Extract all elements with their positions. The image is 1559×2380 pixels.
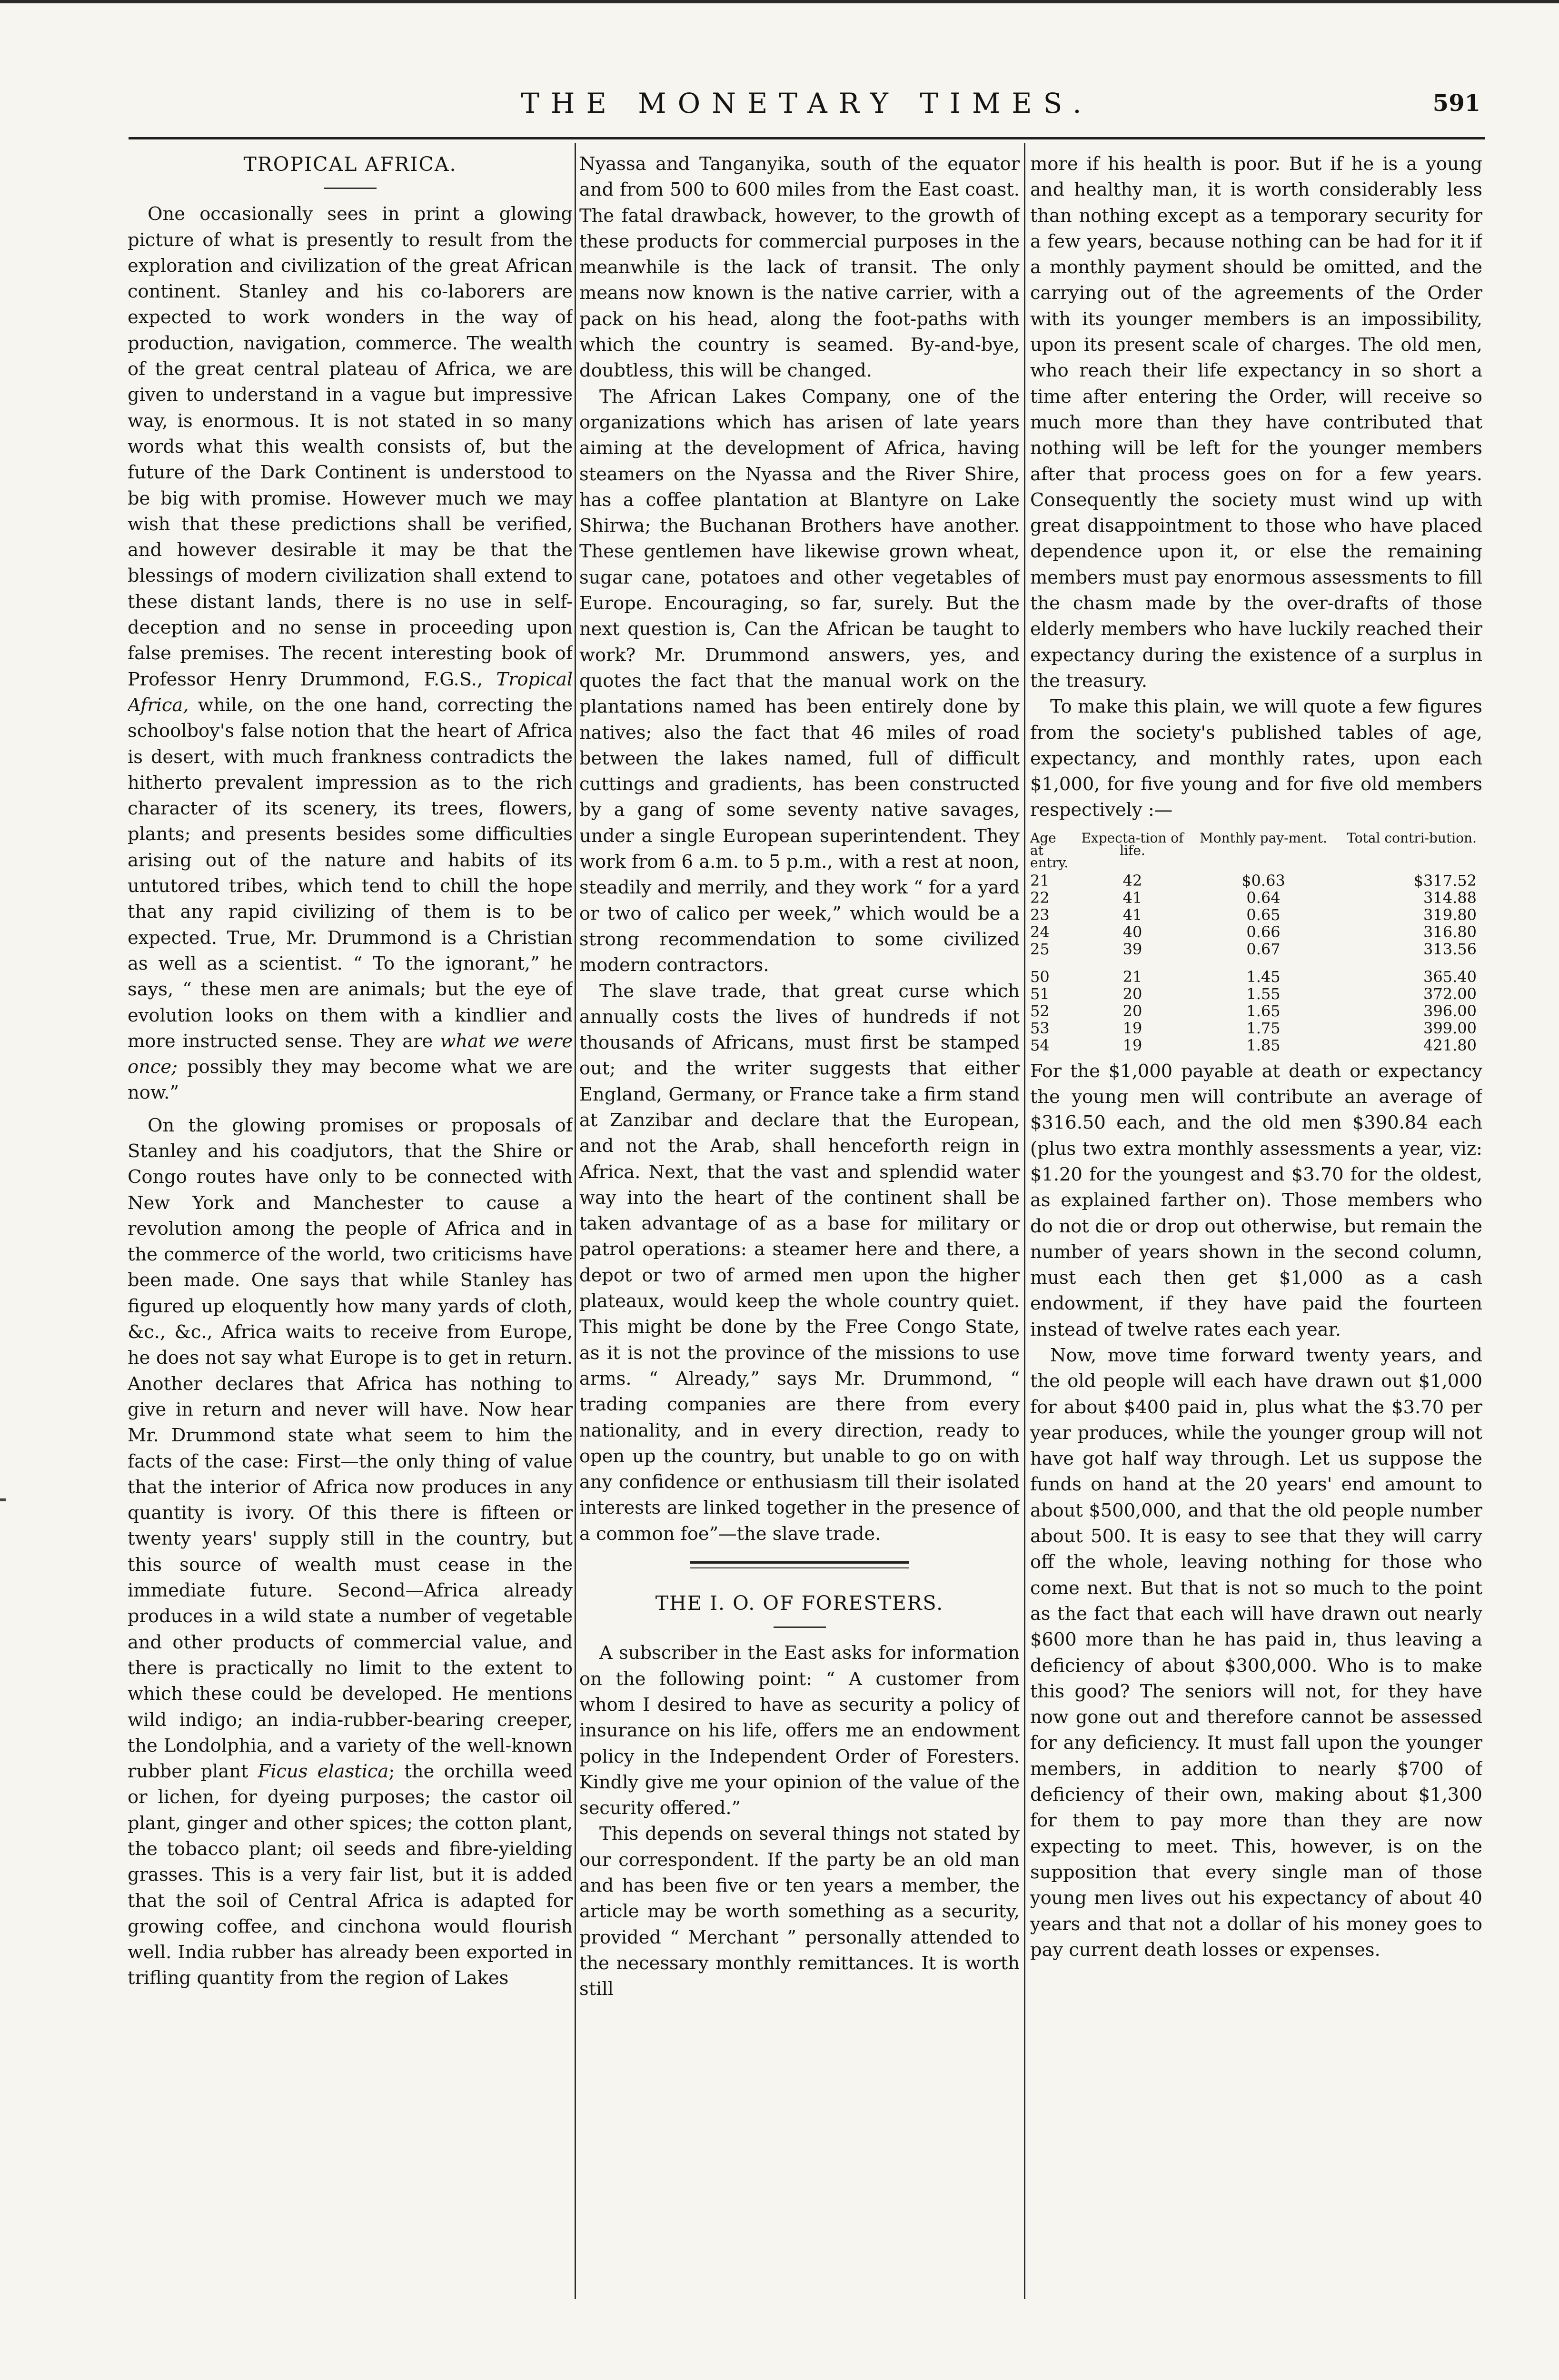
table-row [1030, 872, 1482, 889]
table-row [1030, 941, 1482, 958]
table-header-row [1030, 829, 1482, 872]
table-cell: 20 [1122, 984, 1142, 1003]
article-paragraph [128, 201, 573, 1106]
article-paragraph: This depends on several things not stated by our correspondent. If the party be an old man and has been five or ten years a member, the article may be worth something as a security, provided “ Merchant ” personally attended to the necessary monthly remittances. It is worth still [579, 1823, 1020, 2000]
publication-title: THE MONETARY TIMES. [521, 87, 1093, 119]
table-cell: 20 [1122, 1002, 1142, 1020]
column-2 [579, 151, 1020, 2303]
table-cell: 22 [1030, 888, 1050, 907]
column-1 [128, 151, 573, 2303]
table-cell: 316.80 [1423, 922, 1477, 941]
table-cell: 0.64 [1246, 888, 1281, 907]
article-heading: TROPICAL AFRICA. [243, 153, 457, 176]
margin-mark [0, 1498, 6, 1501]
section-rule [690, 1567, 909, 1568]
table-row [1030, 1002, 1482, 1020]
rates-table [1030, 829, 1482, 1054]
article-paragraph: Nyassa and Tanganyika, south of the equator and from 500 to 600 miles from the East coast. The fatal drawback, however, to the growth of these products for commercial purposes in the meanwhile is the lack of transit. The only means now known is the native carrier, with a pack on his head, along the foot-paths with which the country is seamed. By-and-bye, doubtless, this will be changed. [579, 153, 1020, 382]
table-body [1030, 872, 1482, 1054]
paragraph-text: possibly they may become what we are now.” [128, 1056, 573, 1104]
table-cell: 52 [1030, 1002, 1050, 1020]
book-title: Tropical Africa, [128, 668, 573, 716]
table-row [1030, 968, 1482, 985]
table-cell: 39 [1122, 940, 1142, 958]
article-paragraph: A subscriber in the East asks for information on the following point: “ A customer from whom I desired to have as security a policy of insurance on his life, offers me an endowment policy in the Independent Order of Foresters. Kindly give me your opinion of the value of the security offered.” [579, 1642, 1020, 1819]
article-paragraph [128, 1113, 573, 1992]
table-cell: $317.52 [1413, 871, 1477, 890]
table-cell: 313.56 [1423, 940, 1477, 958]
table-cell: 399.00 [1423, 1019, 1477, 1037]
table-group-gap [1030, 958, 1482, 968]
table-cell: 421.80 [1423, 1036, 1477, 1054]
table-cell: 24 [1030, 922, 1050, 941]
table-row [1030, 923, 1482, 941]
table-cell: 21 [1122, 967, 1142, 986]
table-cell: 396.00 [1423, 1002, 1477, 1020]
page-number: 591 [1432, 90, 1480, 117]
table-cell: 314.88 [1423, 888, 1477, 907]
paragraph-text: ; the orchilla weed or lichen, for dyeing purposes; the castor oil plant, ginger and other spices; the cotton plant, the tobacco plant; oil seeds and fibre-yielding grasses. This is a very fair list, but it is added that the soil of Central Africa is adapted for growing coffee, and cinchona would flourish well. India rubber has already been exported in trifling quantity from the region of Lakes [128, 1761, 573, 1989]
table-cell: 365.40 [1423, 967, 1477, 986]
table-cell: 23 [1030, 905, 1050, 924]
table-cell: 1.85 [1246, 1036, 1281, 1054]
article-heading: THE I. O. OF FORESTERS. [655, 1592, 944, 1615]
plant-name: Ficus elastica [258, 1761, 389, 1783]
header-rule [129, 137, 1485, 139]
table-cell: 50 [1030, 967, 1050, 986]
column-header: Age at entry. [1030, 830, 1069, 871]
column-header: Total contri-bution. [1347, 830, 1477, 846]
table-cell: 21 [1030, 871, 1050, 890]
table-cell: 42 [1122, 871, 1142, 890]
table-cell: 41 [1122, 888, 1142, 907]
table-row [1030, 889, 1482, 906]
masthead [129, 82, 1485, 129]
table-cell: 1.55 [1246, 984, 1281, 1003]
table-cell: 54 [1030, 1036, 1050, 1054]
column-header: Monthly pay-ment. [1200, 830, 1327, 846]
paragraph-text: while, on the one hand, correcting the schoolboy's false notion that the heart of Africa is desert, with much frankness contradicts the hitherto prevalent impression as to the rich character of its scenery, its trees, flowers, plants; and presents besides some difficulties arising out of the nature and habits of its untutored tribes, which tend to chill the hope that any rapid civilizing of them is to be expected. True, Mr. Drummond is a Christian as well as a scientist. “ To the ignorant,” he says, “ these men are animals; but the eye of evolution looks on them with a kindlier and more instructed sense. They are [128, 694, 573, 1052]
paragraph-text: One occasionally sees in print a glowing picture of what is presently to result from the exploration and civilization of the great African continent. Stanley and his co-laborers are expected to work wonders in the way of production, navigation, commerce. The wealth of the great central plateau of Africa, we are given to understand in a vague but impressive way, is enormous. It is not stated in so many words what this wealth consists of, but the future of the Dark Continent is understood to be big with promise. However much we may wish that these predictions shall be verified, and however desirable it may be that the blessings of modern civilization shall extend to these distant lands, there is no use in self-deception and no sense in proceeding upon false premises. The recent interesting book of Professor Henry Drummond, F.G.S., [128, 203, 573, 690]
column-divider [575, 143, 576, 2299]
heading-dash [774, 1626, 826, 1628]
table-row [1030, 985, 1482, 1002]
column-header: Expecta-tion of life. [1081, 830, 1184, 858]
table-cell: 19 [1122, 1019, 1142, 1037]
table-cell: 1.45 [1246, 967, 1281, 986]
table-cell: 40 [1122, 922, 1142, 941]
table-cell: 51 [1030, 984, 1050, 1003]
table-cell: 53 [1030, 1019, 1050, 1037]
table-cell: 0.67 [1246, 940, 1281, 958]
article-paragraph: Now, move time forward twenty years, and the old people will each have drawn out $1,000 for about $400 paid in, plus what the $3.70 per year produces, while the younger group will not have got half way through. Let us suppose the funds on hand at the 20 years' end amount to about $500,000, and that the old people number about 500. It is easy to see that they will carry off the whole, leaving nothing for those who come next. But that is not so much to the point as the fact that each will have drawn out nearly $600 more than he has paid in, thus leaving a deficiency of about $300,000. Who is to make this good? The seniors will not, for they have now gone out and therefore cannot be assessed for any deficiency. It must fall upon the younger members, in addition to nearly $700 of deficiency of their own, making about $1,300 for them to pay more than they are now expecting to meet. This, however, is on the supposition that every single man of those young men lives out his expectancy of about 40 years and that not a dollar of his money goes to pay current death losses or expenses. [1030, 1344, 1482, 1961]
table-row [1030, 1020, 1482, 1037]
table-row [1030, 1037, 1482, 1054]
table-cell: 372.00 [1423, 984, 1477, 1003]
article-paragraph: The African Lakes Company, one of the organizations which has arisen of late years aiming at the development of Africa, having steamers on the Nyassa and the River Shire, has a coffee plantation at Blantyre on Lake Shirwa; the Buchanan Brothers have another. These gentlemen have likewise grown wheat, sugar cane, potatoes and other vegetables of Europe. Encouraging, so far, surely. But the next question is, Can the African be taught to work? Mr. Drummond answers, yes, and quotes the fact that the manual work on the plantations named has been entirely done by natives; also the fact that 46 miles of road between the lakes named, full of difficult cuttings and gradients, has been constructed by a gang of some seventy native savages, under a single European superintendent. They work from 6 a.m. to 5 p.m., with a rest at noon, steadily and merrily, and they work “ for a yard or two of calico per week,” which would be a strong recommendation to some civilized modern contractors. [579, 386, 1020, 976]
table-cell: 0.66 [1246, 922, 1281, 941]
table-cell: 1.65 [1246, 1002, 1281, 1020]
section-rule [690, 1561, 909, 1564]
table-cell: 319.80 [1423, 905, 1477, 924]
table-cell: 0.65 [1246, 905, 1281, 924]
heading-dash [324, 188, 377, 189]
table-cell: 1.75 [1246, 1019, 1281, 1037]
table-cell: 25 [1030, 940, 1050, 958]
italic-quote: what we were once; [128, 1030, 573, 1078]
table-cell: $0.63 [1241, 871, 1285, 890]
paragraph-text: On the glowing promises or proposals of Stanley and his coadjutors, that the Shire or Congo routes have only to be connected with New York and Manchester to cause a revolution among the people of Africa and in the commerce of the world, two criticisms have been made. One says that while Stanley has figured up eloquently how many yards of cloth, &c., &c., Africa waits to receive from Europe, he does not say what Europe is to get in return. Another declares that Africa has nothing to give in return and never will have. Now hear Mr. Drummond state what seem to him the facts of the case: First—the only thing of value that the interior of Africa now produces in any quantity is ivory. Of this there is fifteen or twenty years' supply still in the country, but this source of wealth must cease in the immediate future. Second—Africa already produces in a wild state a number of vegetable and other products of commercial value, and there is practically no limit to the extent to which these could be developed. He mentions wild indigo; an india-rubber-bearing creeper, the Londolphia, and a variety of the well-known rubber plant [128, 1114, 573, 1783]
article-paragraph: For the $1,000 payable at death or expectancy the young men will contribute an average of $316.50 each, and the old men $390.84 each (plus two extra monthly assessments a year, viz: $1.20 for the youngest and $3.70 for the oldest, as explained farther on). Those members who do not die or drop out otherwise, but remain the number of years shown in the second column, must each then get $1,000 as a cash endowment, if they have paid the fourteen instead of twelve rates each year. [1030, 1060, 1482, 1340]
article-paragraph: more if his health is poor. But if he is a young and healthy man, it is worth considerably less than nothing except as a temporary security for a few years, because nothing can be had for it if a monthly payment should be omitted, and the carrying out of the agreements of the Order with its younger members is an impossibility, upon its present scale of charges. The old men, who reach their life expectancy in so short a time after entering the Order, will receive so much more than they have contributed that nothing will be left for the younger members after that process goes on for a few years. Consequently the society must wind up with great disappointment to those who have placed dependence upon it, or else the remaining members must pay enormous assessments to fill the chasm made by the over-drafts of those elderly members who have luckily reached their expectancy during the existence of a surplus in the treasury. [1030, 153, 1482, 692]
top-border [0, 0, 1559, 3]
table-cell: 19 [1122, 1036, 1142, 1054]
column-3 [1030, 151, 1482, 2303]
table-row [1030, 906, 1482, 923]
article-paragraph: To make this plain, we will quote a few figures from the society's published tables of age, expectancy, and monthly rates, upon each $1,000, for five young and for five old members respectively :— [1030, 696, 1482, 821]
column-divider [1024, 143, 1025, 2299]
article-paragraph: The slave trade, that great curse which annually costs the lives of hundreds if not thousands of Africans, must first be stamped out; and the writer suggests that either England, Germany, or France take a firm stand at Zanzibar and declare that the European, and not the Arab, shall henceforth reign in Africa. Next, that the vast and splendid water way into the heart of the continent shall be taken advantage of as a base for military or patrol operations: a steamer here and there, a depot or two of armed men upon the higher plateaux, would keep the whole country quiet. This might be done by the Free Congo State, as it is not the province of the missions to use arms. “ Already,” says Mr. Drummond, “ trading companies are there from every nationality, and in every direction, ready to open up the country, but unable to go on with any confidence or enthusiasm till their isolated interests are linked together in the presence of a common foe”—the slave trade. [579, 980, 1020, 1545]
table-cell: 41 [1122, 905, 1142, 924]
